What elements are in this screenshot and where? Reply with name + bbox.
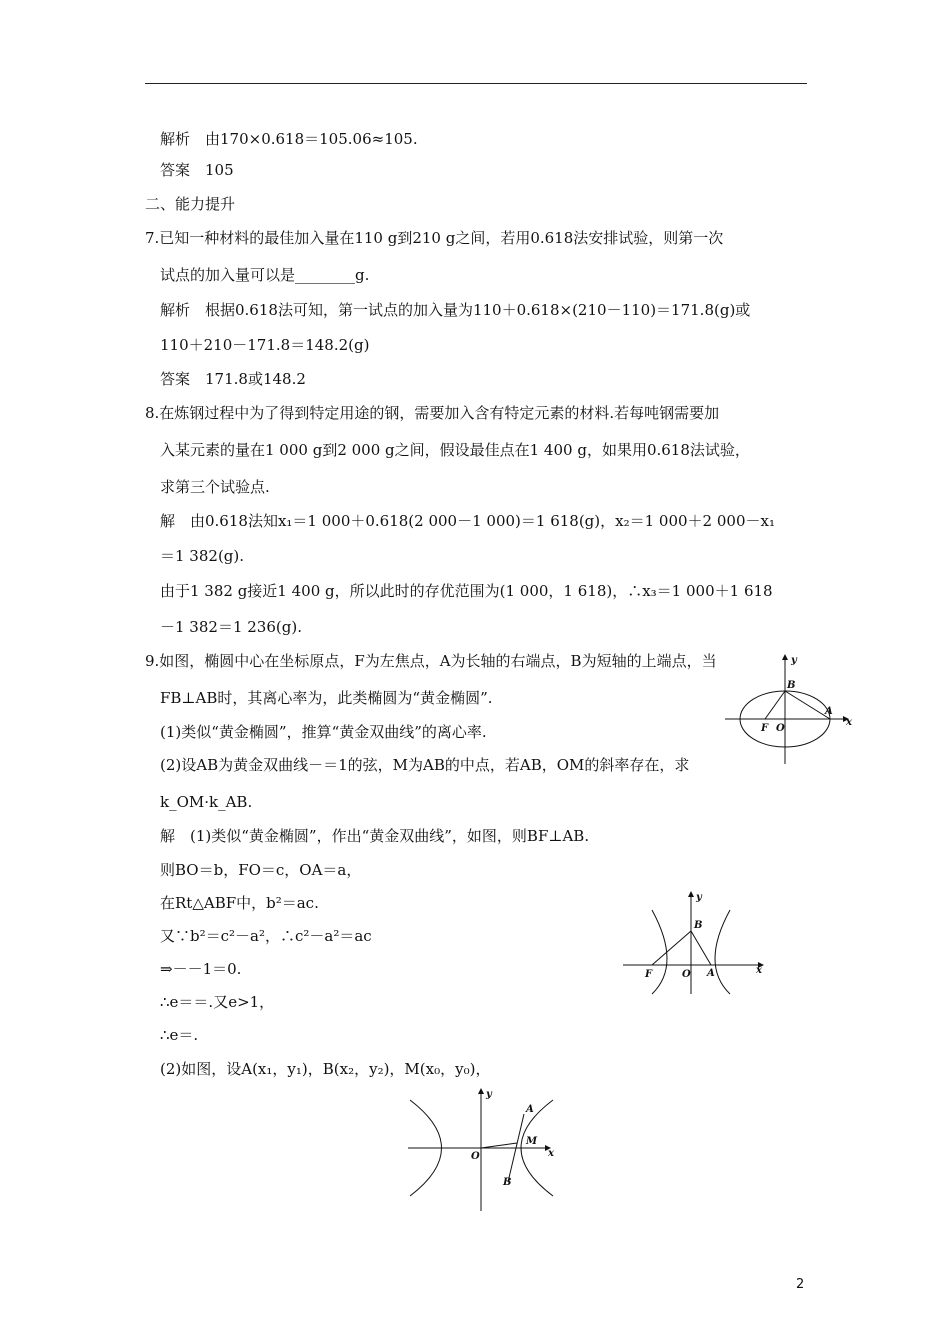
- fig3-label-y: y: [486, 1089, 492, 1100]
- fig1-label-b: B: [787, 680, 796, 691]
- q8-text-3: 求第三个试验点.: [160, 478, 270, 496]
- q6-answer: 答案 105: [160, 161, 234, 179]
- q7-text-2: 试点的加入量可以是________g.: [160, 266, 370, 284]
- y-axis-arrow: [478, 1088, 484, 1094]
- q7-analysis-2: 110＋210－171.8＝148.2(g): [160, 336, 370, 354]
- q9-part1: (1)类似“黄金椭圆”，推算“黄金双曲线”的离心率.: [160, 723, 487, 741]
- segment-fb: [765, 691, 785, 719]
- fig3-label-x: x: [548, 1148, 554, 1159]
- fig1-label-f: F: [761, 723, 769, 734]
- fig2-label-y: y: [696, 892, 702, 903]
- q9-solution-4: 又∵b²＝c²－a²，∴c²－a²＝ac: [160, 927, 372, 945]
- q7-text-1: 7.已知一种材料的最佳加入量在110 g到210 g之间，若用0.618法安排试验，则第一次: [145, 229, 724, 247]
- q8-solution-4: －1 382＝1 236(g).: [160, 618, 302, 636]
- fig3-label-m: M: [526, 1136, 538, 1147]
- page-number: 2: [796, 1277, 805, 1292]
- q9-solution-3: 在Rt△ABF中，b²＝ac.: [160, 894, 319, 912]
- fig1-label-a: A: [825, 706, 833, 717]
- fig2-label-f: F: [645, 969, 653, 980]
- q7-analysis-1: 解析 根据0.618法可知，第一试点的加入量为110＋0.618×(210－110)＝171.8(g)或: [160, 301, 751, 319]
- fig2-label-x: x: [756, 965, 762, 976]
- q9-text-1: 9.如图，椭圆中心在坐标原点，F为左焦点，A为长轴的右端点，B为短轴的上端点，当: [145, 652, 717, 670]
- q9-solution-1: 解 (1)类似“黄金椭圆”，作出“黄金双曲线”，如图，则BF⊥AB.: [160, 827, 590, 845]
- q8-text-1: 8.在炼钢过程中为了得到特定用途的钢，需要加入含有特定元素的材料.若每吨钢需要加: [145, 404, 720, 422]
- ellipse-figure: [725, 652, 855, 767]
- fig1-label-y: y: [791, 655, 797, 666]
- fig3-label-o: O: [471, 1151, 480, 1162]
- y-axis-arrow: [782, 654, 788, 660]
- fig1-label-o: O: [776, 723, 785, 734]
- q9-part2-cont: k_OM·k_AB.: [160, 793, 253, 811]
- hyperbola-figure: [620, 888, 770, 996]
- q8-solution-2: ＝1 382(g).: [160, 547, 245, 565]
- hyperbola-right-branch: [715, 910, 730, 994]
- fig1-label-x: x: [846, 717, 852, 728]
- q9-solution-5: ⇒－－1＝0.: [160, 960, 242, 978]
- q9-part2: (2)设AB为黄金双曲线－＝1的弦，M为AB的中点，若AB，OM的斜率存在，求: [160, 756, 690, 774]
- segment-fb: [652, 931, 691, 965]
- fig3-label-b: B: [503, 1177, 512, 1188]
- y-axis-arrow: [688, 891, 694, 897]
- fig2-label-b: B: [694, 920, 703, 931]
- q6-analysis: 解析 由170×0.618＝105.06≈105.: [160, 130, 418, 148]
- hyperbola-chord-figure: [405, 1085, 560, 1215]
- hyperbola-left-branch: [652, 910, 667, 994]
- q9-solution-6: ∴e＝＝.又e>1，: [160, 993, 275, 1011]
- q9-solution-2: 则BO＝b，FO＝c，OA＝a，: [160, 861, 362, 879]
- fig3-label-a: A: [526, 1104, 534, 1115]
- q8-solution-1: 解 由0.618法知x₁＝1 000＋0.618(2 000－1 000)＝1 618(g)，x₂＝1 000＋2 000－x₁: [160, 512, 775, 530]
- header-rule: [145, 83, 807, 84]
- section-heading: 二、能力提升: [145, 195, 236, 213]
- q7-answer: 答案 171.8或148.2: [160, 370, 306, 388]
- q8-text-2: 入某元素的量在1 000 g到2 000 g之间，假设最佳点在1 400 g，如果用0.618法试验，: [160, 441, 750, 459]
- q9-solution-7: ∴e＝.: [160, 1026, 199, 1044]
- fig2-label-a: A: [707, 968, 715, 979]
- q9-text-2: FB⊥AB时，其离心率为，此类椭圆为“黄金椭圆”.: [160, 689, 493, 707]
- q9-solution-8: (2)如图，设A(x₁，y₁)，B(x₂，y₂)，M(x₀，y₀)，: [160, 1060, 491, 1078]
- fig2-label-o: O: [682, 969, 691, 980]
- segment-ab: [691, 931, 711, 965]
- segment-om: [481, 1143, 517, 1148]
- q8-solution-3: 由于1 382 g接近1 400 g，所以此时的存优范围为(1 000，1 618)，∴x₃＝1 000＋1 618: [160, 582, 773, 600]
